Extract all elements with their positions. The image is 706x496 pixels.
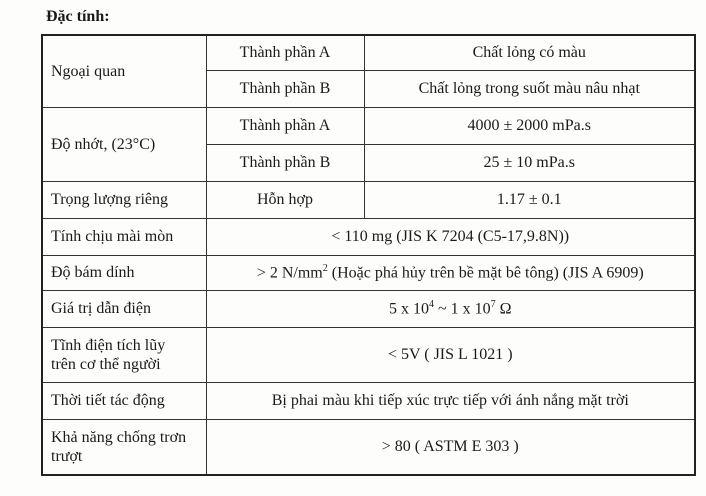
component-label: Thành phần A: [206, 108, 364, 145]
superscript: 2: [322, 263, 328, 275]
superscript: 7: [490, 299, 496, 311]
property-label: Độ nhớt, (23°C): [42, 108, 206, 182]
property-value: < 110 mg (JIS K 7204 (C5-17,9.8N)): [206, 219, 695, 256]
component-label: Thành phần B: [206, 145, 364, 182]
table-row: [42, 219, 695, 256]
table-row: [42, 420, 695, 476]
property-value: [206, 256, 695, 291]
component-label: Thành phần B: [206, 71, 364, 108]
table-row: [42, 291, 695, 328]
property-label: [42, 420, 206, 476]
property-value: [206, 291, 695, 328]
table-row: [42, 182, 695, 219]
label-line: Khả năng chống trơn: [51, 429, 187, 446]
property-value: 4000 ± 2000 mPa.s: [364, 108, 695, 145]
properties-table: [41, 34, 696, 476]
property-value: < 5V ( JIS L 1021 ): [206, 328, 695, 383]
component-label: Thành phần A: [206, 35, 364, 71]
value-text: ~ 1 x 10: [433, 300, 491, 318]
property-value: 1.17 ± 0.1: [364, 182, 695, 219]
property-label: [42, 328, 206, 383]
table-row: [42, 108, 695, 145]
property-label: Tính chịu mài mòn: [42, 219, 206, 256]
superscript: 4: [428, 299, 434, 311]
label-line: Tĩnh điện tích lũy: [51, 337, 166, 354]
value-text: Ω: [495, 300, 512, 318]
value-text: (Hoặc phá hủy trên bề mặt bê tông) (JIS A 6909): [327, 264, 644, 282]
property-value: Chất lỏng có màu: [364, 35, 695, 71]
property-value: > 80 ( ASTM E 303 ): [206, 420, 695, 476]
property-label: Độ bám dính: [42, 256, 206, 291]
label-line: trượt: [51, 448, 83, 465]
property-label: Ngoại quan: [42, 35, 206, 108]
table-row: [42, 35, 695, 71]
property-value: 25 ± 10 mPa.s: [364, 145, 695, 182]
value-text: 5 x 10: [388, 300, 429, 318]
label-line: trên cơ thể người: [51, 356, 161, 373]
property-label: Giá trị dẫn điện: [42, 291, 206, 328]
property-value: Bị phai màu khi tiếp xúc trực tiếp với ánh nắng mặt trời: [206, 383, 695, 420]
property-label: Trọng lượng riêng: [42, 182, 206, 219]
table-row: [42, 328, 695, 383]
table-row: [42, 383, 695, 420]
component-label: Hỗn hợp: [206, 182, 364, 219]
section-heading: Đặc tính:: [46, 8, 110, 25]
property-value: Chất lỏng trong suốt màu nâu nhạt: [364, 71, 695, 108]
table-row: [42, 256, 695, 291]
value-text: > 2 N/mm: [256, 264, 323, 282]
property-label: Thời tiết tác động: [42, 383, 206, 420]
